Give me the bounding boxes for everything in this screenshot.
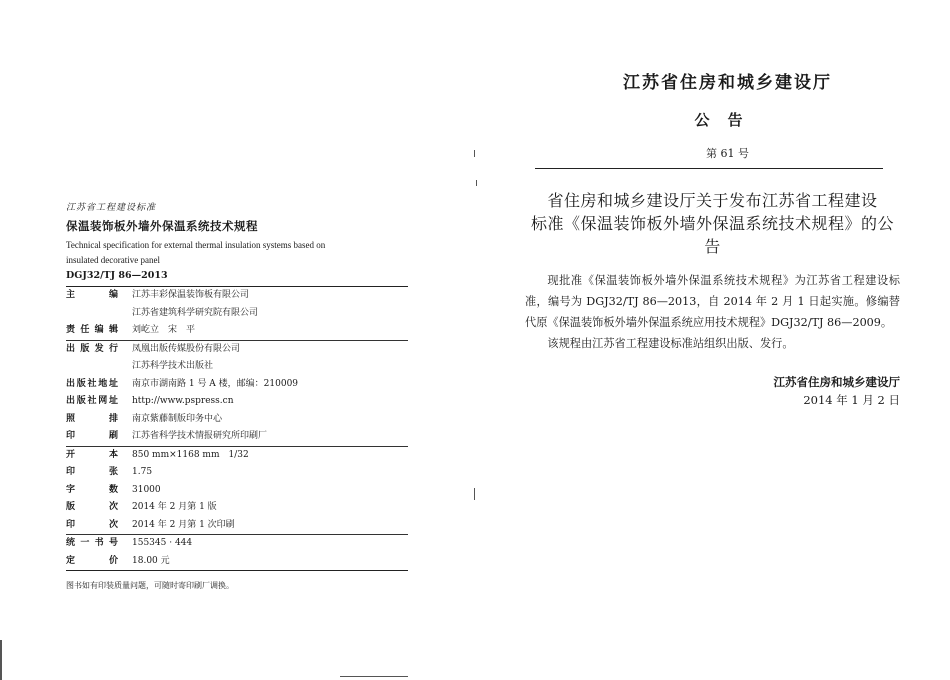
body-paragraph-1: 现批准《保温装饰板外墙外保温系统技术规程》为江苏省工程建设标准，编号为 DGJ32/TJ 86—2013，自 2014 年 2 月 1 日起实施。修编替代原《保温装饰板外墙外保温系统应用技术规程》DGJ32/TJ 86—2009。 bbox=[525, 274, 900, 329]
format-value: 850 mm×1168 mm 1/32 bbox=[132, 449, 249, 460]
price-row bbox=[66, 553, 408, 571]
sheets-value: 1.75 bbox=[132, 467, 153, 477]
signature-block bbox=[525, 373, 900, 409]
headline-line-2: 标准《保温装饰板外墙外保温系统技术规程》的公告 bbox=[530, 214, 894, 256]
announcement-body bbox=[525, 270, 900, 354]
words-label: 字 数 bbox=[66, 484, 118, 495]
impression-label: 印 次 bbox=[66, 519, 118, 530]
scan-mark bbox=[476, 180, 477, 186]
notice-number: 第 61 号 bbox=[706, 147, 749, 160]
edition-label: 版 次 bbox=[66, 502, 118, 512]
department-header: 江苏省住房和城乡建设厅 bbox=[623, 73, 832, 93]
scan-mark bbox=[0, 640, 2, 680]
publisher-value-2: 江苏科学技术出版社 bbox=[132, 361, 214, 371]
printing-row bbox=[66, 428, 408, 446]
divider bbox=[66, 570, 408, 571]
typesetting-row bbox=[66, 411, 408, 429]
editors-label: 主 编 bbox=[66, 290, 118, 300]
sheets-label: 印 张 bbox=[66, 467, 118, 477]
book-title-en-line2: insulated decorative panel bbox=[66, 255, 160, 265]
sheets-row bbox=[66, 464, 408, 482]
editors-row bbox=[66, 287, 408, 322]
scan-mark bbox=[474, 488, 475, 500]
quality-footnote: 图书如有印装质量问题，可随时寄印刷厂调换。 bbox=[66, 581, 234, 590]
editors-value-1: 江苏丰彩保温装饰板有限公司 bbox=[132, 290, 250, 300]
publisher-website-value: http://www.pspress.cn bbox=[132, 396, 234, 406]
format-label: 开 本 bbox=[66, 449, 118, 460]
header-rule bbox=[535, 168, 883, 169]
responsible-editor-value: 刘屹立 宋 平 bbox=[132, 325, 196, 335]
typesetting-label: 照 排 bbox=[66, 413, 118, 424]
format-row bbox=[66, 447, 408, 465]
book-title-en-line1: Technical specification for external thermal insulation systems based on bbox=[66, 240, 326, 250]
standard-series: 江苏省工程建设标准 bbox=[66, 203, 157, 213]
book-title-cn: 保温装饰板外墙外保温系统技术规程 bbox=[66, 219, 258, 233]
words-value: 31000 bbox=[132, 484, 161, 495]
scan-mark bbox=[474, 150, 475, 157]
responsible-editor-label: 责任编辑 bbox=[66, 325, 118, 335]
edition-row bbox=[66, 499, 408, 517]
printing-label: 印 刷 bbox=[66, 431, 118, 441]
edition-value: 2014 年 2 月第 1 版 bbox=[132, 502, 217, 512]
typesetting-value: 南京紫藤制版印务中心 bbox=[132, 413, 223, 424]
headline-line-1: 省住房和城乡建设厅关于发布江苏省工程建设 bbox=[547, 191, 878, 210]
printing-value: 江苏省科学技术情报研究所印刷厂 bbox=[132, 431, 268, 441]
responsible-editor-row bbox=[66, 322, 408, 340]
publisher-address-row bbox=[66, 376, 408, 394]
signature-org: 江苏省住房和城乡建设厅 bbox=[773, 375, 900, 389]
announcement-headline bbox=[525, 189, 900, 258]
unified-book-no-row bbox=[66, 535, 408, 553]
words-row bbox=[66, 482, 408, 500]
copyright-page bbox=[66, 200, 408, 591]
scan-mark bbox=[340, 676, 408, 677]
body-paragraph-2: 该规程由江苏省工程建设标准站组织出版、发行。 bbox=[547, 337, 794, 350]
standard-code: DGJ32/TJ 86—2013 bbox=[66, 270, 168, 281]
editors-value-2: 江苏省建筑科学研究院有限公司 bbox=[132, 307, 259, 318]
unified-book-no-value: 155345 · 444 bbox=[132, 538, 193, 548]
publisher-label: 出版发行 bbox=[66, 343, 118, 354]
publisher-website-row bbox=[66, 393, 408, 411]
signature-date: 2014 年 1 月 2 日 bbox=[803, 393, 900, 407]
publisher-value-1: 凤凰出版传媒股份有限公司 bbox=[132, 343, 241, 354]
publisher-row bbox=[66, 341, 408, 376]
impression-row bbox=[66, 517, 408, 535]
price-value: 18.00 元 bbox=[132, 555, 170, 566]
publisher-address-label: 出版社地址 bbox=[66, 378, 118, 389]
publisher-address-value: 南京市湖南路 1 号 A 楼，邮编：210009 bbox=[132, 378, 299, 389]
price-label: 定 价 bbox=[66, 555, 118, 566]
impression-value: 2014 年 2 月第 1 次印刷 bbox=[132, 519, 235, 530]
notice-label: 公告 bbox=[694, 111, 761, 129]
unified-book-no-label: 统一书号 bbox=[66, 538, 118, 548]
announcement-page bbox=[525, 68, 900, 409]
publisher-website-label: 出版社网址 bbox=[66, 396, 118, 406]
